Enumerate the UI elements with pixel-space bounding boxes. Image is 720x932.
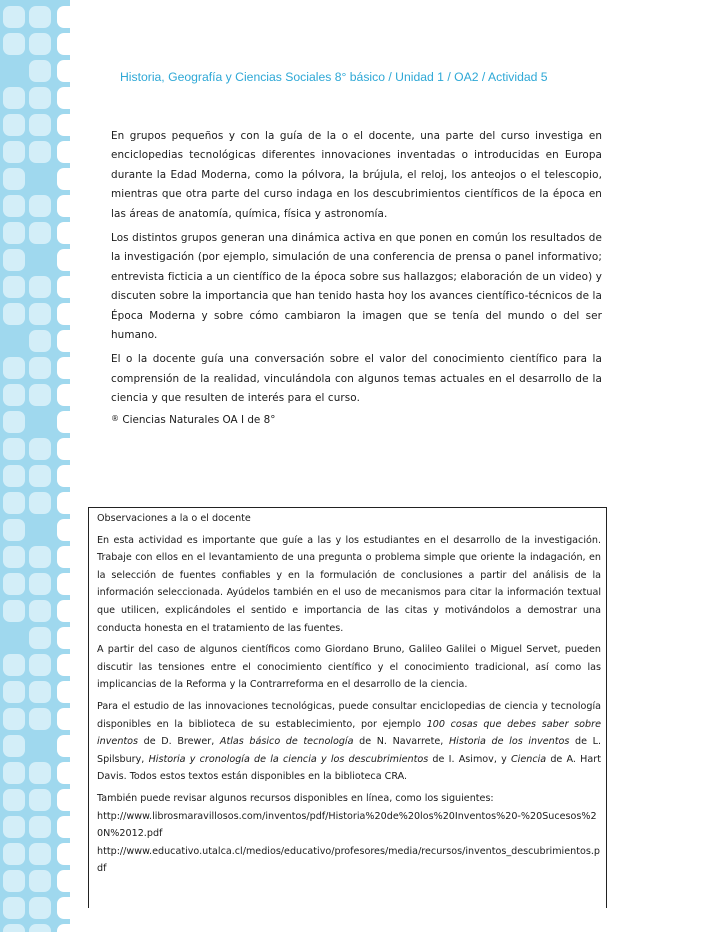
decorative-square	[3, 816, 25, 838]
decorative-square	[29, 465, 51, 487]
footnote-mark: ®	[111, 414, 119, 423]
book-title: Ciencia	[510, 753, 547, 765]
decorative-square	[57, 276, 70, 298]
resource-link[interactable]: http://www.educativo.utalca.cl/medios/educativo/profesores/media/recursos/inventos_descubrimientos.pdf	[97, 845, 600, 875]
decorative-square	[57, 411, 70, 433]
decorative-square	[3, 384, 25, 406]
decorative-square	[57, 330, 70, 352]
decorative-square	[57, 600, 70, 622]
paragraph: El o la docente guía una conversación sobre el valor del conocimiento científico para la comprensión de la realidad, vinculándola con algunos temas actuales en el desarrollo de la ciencia y que resulten de interés para el curso.	[111, 353, 602, 405]
decorative-square	[57, 816, 70, 838]
decorative-square	[3, 843, 25, 865]
decorative-square	[29, 654, 51, 676]
decorative-square	[3, 195, 25, 217]
decorative-square	[3, 87, 25, 109]
decorative-square	[29, 357, 51, 379]
decorative-square	[29, 627, 51, 649]
decorative-square	[3, 681, 25, 703]
decorative-square	[29, 6, 51, 28]
decorative-square	[29, 843, 51, 865]
footnote	[111, 414, 275, 426]
resource-link[interactable]: http://www.librosmaravillosos.com/inventos/pdf/Historia%20de%20los%20Inventos%20-%20Sucesos%20N%2012.pdf	[97, 810, 597, 840]
decorative-square	[57, 168, 70, 190]
decorative-square	[57, 681, 70, 703]
text: de A. Hart Davis. Todos estos textos están disponibles en la biblioteca CRA.	[97, 753, 601, 783]
decorative-square	[29, 330, 51, 352]
decorative-side-strip	[0, 0, 70, 932]
decorative-square	[29, 438, 51, 460]
decorative-square	[29, 60, 51, 82]
decorative-square	[57, 843, 70, 865]
box-title: Observaciones a la o el docente	[97, 513, 251, 524]
decorative-square	[57, 357, 70, 379]
decorative-square	[29, 870, 51, 892]
decorative-square	[57, 465, 70, 487]
paragraph: En grupos pequeños y con la guía de la o el docente, una parte del curso investiga en enciclopedias tecnológicas diferentes innovaciones inventadas o introducidas en Europa durante la Edad Moderna, como la pólvora, la brújula, el reloj, los anteojos o el telescopio, mientras que otra parte del curso indaga en los descubrimientos científicos de la época en las áreas de anatomía, química, física y astronomía.	[111, 130, 602, 220]
decorative-square	[57, 87, 70, 109]
decorative-square	[29, 600, 51, 622]
box-paragraph	[97, 698, 601, 786]
decorative-square	[29, 708, 51, 730]
decorative-square	[57, 33, 70, 55]
decorative-square	[3, 141, 25, 163]
decorative-square	[29, 762, 51, 784]
decorative-square	[3, 222, 25, 244]
book-title: Atlas básico de tecnología	[219, 736, 354, 748]
decorative-square	[29, 141, 51, 163]
decorative-square	[29, 897, 51, 919]
decorative-square	[3, 870, 25, 892]
decorative-square	[3, 114, 25, 136]
book-title: Historia y cronología de la ciencia y los descubrimientos	[148, 753, 429, 765]
decorative-square	[29, 114, 51, 136]
decorative-square	[29, 222, 51, 244]
text: de N. Navarrete,	[353, 736, 449, 748]
decorative-square	[57, 222, 70, 244]
decorative-square	[57, 627, 70, 649]
decorative-square	[3, 897, 25, 919]
decorative-square	[57, 573, 70, 595]
decorative-square	[57, 546, 70, 568]
footnote-text: Ciencias Naturales OA I de 8°	[122, 414, 276, 426]
text: Para el estudio de las innovaciones tecnológicas, puede consultar enciclopedias de ciencia y tecnología disponibles en la biblioteca de su establecimiento, por ejemplo	[97, 700, 601, 730]
box-paragraph: A partir del caso de algunos científicos como Giordano Bruno, Galileo Galilei o Miguel Servet, pueden discutir las tensiones entre el conocimiento científico y el conocimiento tradicional, así como las implicancias de la Reforma y la Contrarreforma en el desarrollo de la ciencia.	[97, 644, 601, 691]
decorative-square	[57, 438, 70, 460]
decorative-square	[29, 195, 51, 217]
decorative-square	[29, 816, 51, 838]
decorative-square	[3, 465, 25, 487]
decorative-square	[29, 492, 51, 514]
decorative-square	[3, 735, 25, 757]
decorative-square	[3, 438, 25, 460]
decorative-square	[3, 708, 25, 730]
decorative-square	[29, 87, 51, 109]
decorative-square	[29, 546, 51, 568]
decorative-square	[3, 357, 25, 379]
decorative-square	[3, 762, 25, 784]
decorative-square	[3, 924, 25, 932]
decorative-square	[57, 789, 70, 811]
decorative-square	[3, 519, 25, 541]
decorative-square	[57, 249, 70, 271]
decorative-square	[29, 573, 51, 595]
decorative-square	[29, 681, 51, 703]
decorative-square	[57, 6, 70, 28]
decorative-square	[57, 492, 70, 514]
book-title: 100 cosas que debes saber sobre inventos	[97, 718, 601, 748]
text: de D. Brewer,	[138, 736, 220, 748]
decorative-square	[57, 654, 70, 676]
decorative-square	[29, 789, 51, 811]
decorative-square	[3, 6, 25, 28]
decorative-square	[3, 492, 25, 514]
decorative-square	[57, 195, 70, 217]
decorative-square	[3, 600, 25, 622]
decorative-square	[29, 276, 51, 298]
decorative-square	[29, 303, 51, 325]
decorative-square	[29, 33, 51, 55]
decorative-square	[3, 168, 25, 190]
decorative-square	[3, 789, 25, 811]
decorative-square	[3, 546, 25, 568]
decorative-square	[3, 573, 25, 595]
decorative-square	[57, 735, 70, 757]
decorative-square	[57, 708, 70, 730]
teacher-notes-box	[88, 507, 607, 908]
book-title: Historia de los inventos	[448, 736, 570, 748]
decorative-square	[57, 762, 70, 784]
paragraph: Los distintos grupos generan una dinámica activa en que ponen en común los resultados de la investigación (por ejemplo, simulación de una conferencia de prensa o panel informativo; entrevista ficticia a un científico de la época sobre sus hallazgos; elaboración de un video) y discuten sobre la importancia que han tenido hasta hoy los avances científico-técnicos de la Época Moderna y sobre cómo cambiaron la imagen que se tenía del mundo o del ser humano.	[111, 232, 602, 342]
decorative-square	[57, 924, 70, 932]
text: de I. Asimov, y	[428, 753, 511, 765]
activity-text	[111, 127, 602, 414]
box-paragraph: En esta actividad es importante que guíe a las y los estudiantes en el desarrollo de la investigación. Trabaje con ellos en el levantamiento de una pregunta o problema simple que oriente la indagación, en la selección de fuentes confiables y en la formulación de conclusiones a partir del análisis de la información seleccionada. Ayúdelos también en el uso de mecanismos para citar la información textual que utilicen, explicándoles el sentido e importancia de las citas y motivándolos a demostrar una conducta honesta en el tratamiento de las fuentes.	[97, 534, 601, 634]
decorative-square	[57, 384, 70, 406]
decorative-square	[57, 897, 70, 919]
decorative-square	[3, 654, 25, 676]
decorative-square	[29, 924, 51, 932]
decorative-square	[57, 303, 70, 325]
decorative-square	[57, 141, 70, 163]
decorative-square	[29, 384, 51, 406]
decorative-square	[3, 33, 25, 55]
decorative-square	[57, 60, 70, 82]
decorative-square	[3, 249, 25, 271]
text: de L. Spilsbury,	[97, 736, 601, 765]
decorative-square	[3, 411, 25, 433]
decorative-square	[57, 870, 70, 892]
decorative-square	[3, 303, 25, 325]
decorative-square	[57, 114, 70, 136]
breadcrumb: Historia, Geografía y Ciencias Sociales 8° básico / Unidad 1 / OA2 / Actividad 5	[120, 70, 548, 84]
decorative-square	[57, 519, 70, 541]
decorative-square	[3, 276, 25, 298]
box-paragraph: También puede revisar algunos recursos disponibles en línea, como los siguientes:	[97, 792, 494, 804]
